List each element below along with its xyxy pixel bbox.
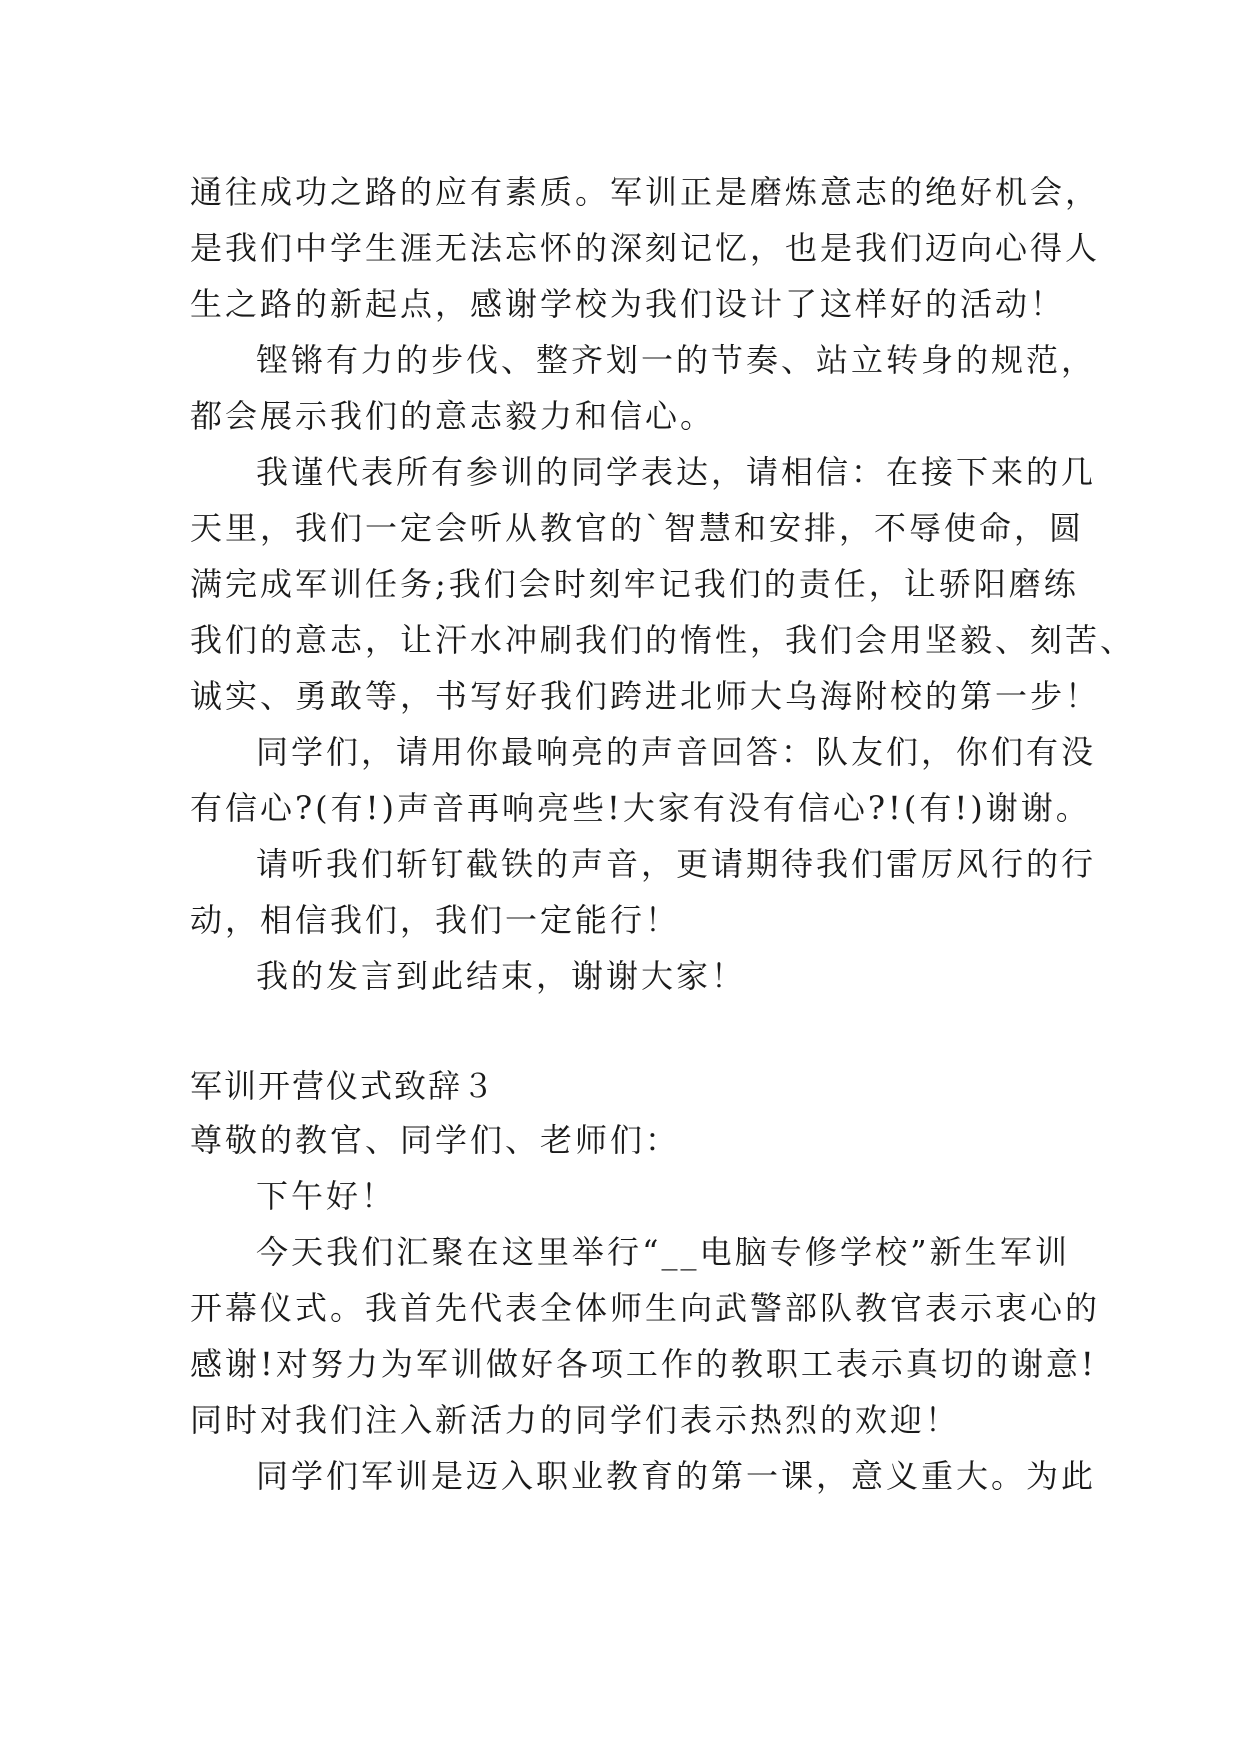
paragraph-line: 通往成功之路的应有素质。军训正是磨炼意志的绝好机会， bbox=[190, 173, 1101, 211]
paragraph-line: 满完成军训任务;我们会时刻牢记我们的责任，让骄阳磨练 bbox=[190, 565, 1079, 603]
paragraph-line: 我的发言到此结束，谢谢大家！ bbox=[256, 957, 747, 995]
greeting: 下午好！ bbox=[256, 1177, 397, 1215]
paragraph-line: 同时对我们注入新活力的同学们表示热烈的欢迎！ bbox=[190, 1401, 961, 1439]
paragraph-line: 今天我们汇聚在这里举行“__电脑专修学校”新生军训 bbox=[256, 1233, 1070, 1271]
paragraph-line: 铿锵有力的步伐、整齐划一的节奏、站立转身的规范， bbox=[256, 341, 1097, 379]
paragraph-line: 感谢!对努力为军训做好各项工作的教职工表示真切的谢意! bbox=[190, 1345, 1097, 1383]
paragraph-line: 动，相信我们，我们一定能行！ bbox=[190, 901, 681, 939]
paragraph-line: 同学们，请用你最响亮的声音回答：队友们，你们有没 bbox=[256, 733, 1097, 771]
paragraph-line: 诚实、勇敢等，书写好我们跨进北师大乌海附校的第一步！ bbox=[190, 677, 1101, 715]
paragraph-line: 我们的意志，让汗水冲刷我们的惰性，我们会用坚毅、刻苦、 bbox=[190, 621, 1136, 659]
paragraph-line: 同学们军训是迈入职业教育的第一课，意义重大。为此 bbox=[256, 1457, 1097, 1495]
paragraph-line: 生之路的新起点，感谢学校为我们设计了这样好的活动！ bbox=[190, 285, 1066, 323]
paragraph-line: 我谨代表所有参训的同学表达，请相信：在接下来的几 bbox=[256, 453, 1097, 491]
paragraph-line: 是我们中学生涯无法忘怀的深刻记忆，也是我们迈向心得人 bbox=[190, 229, 1101, 267]
paragraph-line: 开幕仪式。我首先代表全体师生向武警部队教官表示衷心的 bbox=[190, 1289, 1101, 1327]
salutation: 尊敬的教官、同学们、老师们： bbox=[190, 1121, 681, 1159]
paragraph-line: 都会展示我们的意志毅力和信心。 bbox=[190, 397, 716, 435]
section-heading: 军训开营仪式致辞３ bbox=[190, 1067, 497, 1105]
paragraph-line: 天里，我们一定会听从教官的`智慧和安排，不辱使命，圆 bbox=[190, 509, 1085, 547]
paragraph-line: 有信心?(有!)声音再响亮些!大家有没有信心?!(有!)谢谢。 bbox=[190, 789, 1091, 827]
paragraph-line: 请听我们斩钉截铁的声音，更请期待我们雷厉风行的行 bbox=[256, 845, 1097, 883]
